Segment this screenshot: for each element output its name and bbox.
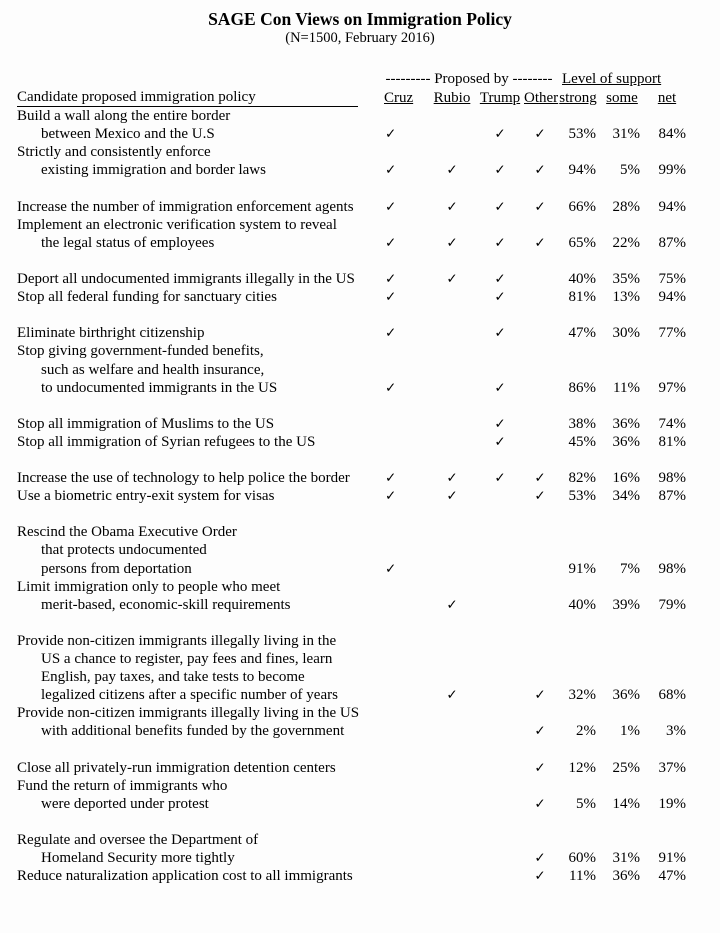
policy-line: Increase the number of immigration enforcement agents (17, 198, 354, 215)
support-strong: 81% (568, 289, 596, 306)
policy-row (17, 831, 720, 867)
policy-row (17, 216, 720, 252)
group-separator (17, 740, 720, 758)
checkmark-icon: ✓ (446, 198, 458, 215)
check-cell-trump (476, 379, 524, 397)
support-strong: 2% (576, 723, 596, 740)
check-cell-other (524, 161, 556, 179)
checkmark-icon: ✓ (534, 759, 546, 776)
policy-row (17, 523, 720, 577)
policy-line: Limit immigration only to people who meet (17, 578, 281, 595)
policy-line: Deport all undocumented immigrants illegally in the US (17, 271, 355, 288)
support-net: 87% (658, 488, 686, 505)
policy-line: Stop all immigration of Muslims to the US (17, 415, 275, 432)
checkmark-icon: ✓ (385, 162, 397, 179)
support-strong: 47% (568, 325, 596, 342)
policy-text (17, 288, 382, 306)
policy-line: existing immigration and border laws (41, 162, 266, 179)
checkmark-icon: ✓ (385, 560, 397, 577)
support-strong: 38% (568, 415, 596, 432)
checkmark-icon: ✓ (446, 596, 458, 613)
column-header-rubio: Rubio (433, 90, 471, 107)
policy-line: Stop all immigration of Syrian refugees to the US (17, 433, 316, 450)
check-cell-other (524, 234, 556, 252)
policy-line: between Mexico and the U.S (41, 126, 215, 143)
policy-text (17, 867, 382, 885)
policy-text (17, 632, 382, 704)
policy-row (17, 415, 720, 433)
policy-text (17, 831, 382, 867)
group-separator (17, 813, 720, 831)
group-separator (17, 180, 720, 198)
support-some: 31% (612, 126, 640, 143)
group-separator (17, 252, 720, 270)
checkmark-icon: ✓ (385, 488, 397, 505)
column-header-trump: Trump (479, 90, 521, 107)
policy-line: Provide non-citizen immigrants illegally living in the US (17, 705, 360, 722)
support-some: 25% (612, 759, 640, 776)
support-some: 28% (612, 198, 640, 215)
policy-text (17, 469, 382, 487)
page-title: SAGE Con Views on Immigration Policy (208, 9, 512, 29)
policy-text (17, 270, 382, 288)
policy-line: to undocumented immigrants in the US (41, 379, 278, 396)
proposed-by-header: --------- Proposed by -------- (385, 71, 553, 87)
policy-line: such as welfare and health insurance, (41, 361, 265, 378)
policy-line: merit-based, economic-skill requirements (41, 596, 291, 613)
policy-text (17, 523, 382, 577)
policy-line: Reduce naturalization application cost to all immigrants (17, 868, 353, 885)
policy-row (17, 342, 720, 396)
check-cell-other (524, 722, 556, 740)
checkmark-icon: ✓ (494, 126, 506, 143)
checkmark-icon: ✓ (385, 470, 397, 487)
support-strong: 11% (569, 868, 596, 885)
checkmark-icon: ✓ (385, 325, 397, 342)
support-strong: 32% (568, 687, 596, 704)
policy-text (17, 578, 382, 614)
check-cell-cruz (382, 469, 428, 487)
checkmark-icon: ✓ (446, 162, 458, 179)
check-cell-cruz (382, 161, 428, 179)
check-cell-rubio (428, 161, 476, 179)
support-strong: 53% (568, 126, 596, 143)
support-some: 36% (612, 415, 640, 432)
checkmark-icon: ✓ (494, 379, 506, 396)
group-separator (17, 306, 720, 324)
checkmark-icon: ✓ (494, 289, 506, 306)
column-header-other: Other (524, 90, 559, 107)
checkmark-icon: ✓ (494, 162, 506, 179)
check-cell-cruz (382, 324, 428, 342)
checkmark-icon: ✓ (446, 271, 458, 288)
check-cell-cruz (382, 125, 428, 143)
support-net: 98% (658, 560, 686, 577)
support-strong: 60% (568, 850, 596, 867)
support-net: 91% (658, 850, 686, 867)
policy-line: the legal status of employees (41, 234, 215, 251)
column-header-some: some (606, 90, 638, 107)
column-header-net: net (657, 90, 677, 107)
check-cell-trump (476, 433, 524, 451)
policy-text (17, 777, 382, 813)
policy-line: Use a biometric entry-exit system for visas (17, 488, 275, 505)
policy-line: English, pay taxes, and take tests to become (41, 669, 305, 686)
check-cell-other (524, 469, 556, 487)
support-net: 3% (666, 723, 686, 740)
policy-text (17, 198, 382, 216)
policy-line: with additional benefits funded by the government (41, 723, 345, 740)
check-cell-cruz (382, 270, 428, 288)
policy-row (17, 469, 720, 487)
check-cell-cruz (382, 487, 428, 505)
check-cell-trump (476, 324, 524, 342)
support-some: 16% (612, 470, 640, 487)
checkmark-icon: ✓ (534, 470, 546, 487)
checkmark-icon: ✓ (494, 234, 506, 251)
support-some: 30% (612, 325, 640, 342)
policy-row (17, 777, 720, 813)
support-some: 11% (613, 379, 640, 396)
check-cell-rubio (428, 469, 476, 487)
policy-text (17, 216, 382, 252)
check-cell-trump (476, 125, 524, 143)
support-some: 31% (612, 850, 640, 867)
check-cell-other (524, 867, 556, 885)
support-net: 84% (658, 126, 686, 143)
policy-row (17, 704, 720, 740)
support-strong: 5% (576, 795, 596, 812)
checkmark-icon: ✓ (385, 198, 397, 215)
table-column-header-row (17, 88, 720, 107)
check-cell-cruz (382, 198, 428, 216)
policy-row (17, 487, 720, 505)
check-cell-trump (476, 198, 524, 216)
support-some: 1% (620, 723, 640, 740)
check-cell-cruz (382, 288, 428, 306)
policy-line: Strictly and consistently enforce (17, 144, 211, 161)
support-net: 37% (658, 759, 686, 776)
policy-line: Build a wall along the entire border (17, 108, 231, 125)
checkmark-icon: ✓ (534, 687, 546, 704)
check-cell-trump (476, 161, 524, 179)
checkmark-icon: ✓ (446, 234, 458, 251)
table-body (17, 107, 720, 885)
support-net: 68% (658, 687, 686, 704)
check-cell-rubio (428, 596, 476, 614)
check-cell-trump (476, 469, 524, 487)
policy-column-header-cell (17, 88, 382, 107)
policy-text (17, 704, 382, 740)
table-header-group-row (17, 70, 720, 88)
check-cell-rubio (428, 234, 476, 252)
support-net: 47% (658, 868, 686, 885)
support-some: 36% (612, 868, 640, 885)
check-cell-other (524, 686, 556, 704)
support-net: 74% (658, 415, 686, 432)
checkmark-icon: ✓ (446, 488, 458, 505)
checkmark-icon: ✓ (494, 415, 506, 432)
support-net: 75% (658, 271, 686, 288)
policy-line: Provide non-citizen immigrants illegally living in the (17, 632, 337, 649)
support-some: 22% (612, 234, 640, 251)
support-net: 99% (658, 162, 686, 179)
policy-line: legalized citizens after a specific number of years (41, 687, 338, 704)
policy-text (17, 759, 382, 777)
policy-line: Regulate and oversee the Department of (17, 831, 259, 848)
checkmark-icon: ✓ (534, 234, 546, 251)
support-net: 19% (658, 795, 686, 812)
support-strong: 91% (568, 560, 596, 577)
check-cell-cruz (382, 560, 428, 578)
checkmark-icon: ✓ (534, 488, 546, 505)
policy-row (17, 759, 720, 777)
policy-text (17, 107, 382, 143)
policy-text (17, 487, 382, 505)
support-strong: 65% (568, 234, 596, 251)
checkmark-icon: ✓ (385, 234, 397, 251)
policy-line: Close all privately-run immigration detention centers (17, 759, 336, 776)
checkmark-icon: ✓ (385, 379, 397, 396)
policy-line: that protects undocumented (41, 542, 207, 559)
check-cell-cruz (382, 379, 428, 397)
checkmark-icon: ✓ (534, 162, 546, 179)
check-cell-other (524, 198, 556, 216)
support-strong: 40% (568, 596, 596, 613)
policy-row (17, 143, 720, 179)
policy-row (17, 867, 720, 885)
policy-line: Eliminate birthright citizenship (17, 325, 205, 342)
support-strong: 94% (568, 162, 596, 179)
support-net: 98% (658, 470, 686, 487)
check-cell-rubio (428, 487, 476, 505)
checkmark-icon: ✓ (534, 850, 546, 867)
policy-row (17, 578, 720, 614)
support-some: 14% (612, 795, 640, 812)
checkmark-icon: ✓ (534, 868, 546, 885)
policy-row (17, 288, 720, 306)
checkmark-icon: ✓ (534, 723, 546, 740)
policy-line: Rescind the Obama Executive Order (17, 524, 237, 541)
column-header-strong: strong (559, 90, 597, 107)
check-cell-rubio (428, 686, 476, 704)
support-some: 34% (612, 488, 640, 505)
check-cell-other (524, 125, 556, 143)
check-cell-trump (476, 270, 524, 288)
support-some: 7% (620, 560, 640, 577)
checkmark-icon: ✓ (534, 198, 546, 215)
policy-line: Stop all federal funding for sanctuary cities (17, 289, 277, 306)
policy-line: Stop giving government-funded benefits, (17, 343, 264, 360)
support-net: 81% (658, 433, 686, 450)
policy-line: Increase the use of technology to help police the border (17, 470, 350, 487)
group-separator (17, 451, 720, 469)
group-separator (17, 505, 720, 523)
policy-text (17, 324, 382, 342)
support-net: 79% (658, 596, 686, 613)
support-some: 39% (612, 596, 640, 613)
check-cell-other (524, 849, 556, 867)
check-cell-trump (476, 234, 524, 252)
group-separator (17, 614, 720, 632)
check-cell-other (524, 487, 556, 505)
checkmark-icon: ✓ (494, 433, 506, 450)
support-strong: 12% (568, 759, 596, 776)
support-some: 13% (612, 289, 640, 306)
checkmark-icon: ✓ (494, 325, 506, 342)
support-strong: 45% (568, 433, 596, 450)
check-cell-cruz (382, 234, 428, 252)
policy-line: Implement an electronic verification system to reveal (17, 216, 337, 233)
check-cell-other (524, 795, 556, 813)
support-strong: 53% (568, 488, 596, 505)
column-header-cruz: Cruz (384, 90, 414, 107)
support-net: 94% (658, 289, 686, 306)
policy-text (17, 143, 382, 179)
policy-line: persons from deportation (41, 560, 192, 577)
check-cell-other (524, 759, 556, 777)
support-net: 87% (658, 234, 686, 251)
support-net: 97% (658, 379, 686, 396)
support-some: 35% (612, 271, 640, 288)
policy-row (17, 270, 720, 288)
policy-line: Homeland Security more tightly (41, 850, 235, 867)
policy-column-header: Candidate proposed immigration policy (17, 88, 358, 107)
group-separator (17, 397, 720, 415)
policy-row (17, 107, 720, 143)
policy-line: Fund the return of immigrants who (17, 777, 228, 794)
policy-line: were deported under protest (41, 795, 209, 812)
policy-row (17, 433, 720, 451)
checkmark-icon: ✓ (494, 470, 506, 487)
support-some: 5% (620, 162, 640, 179)
page-subtitle: (N=1500, February 2016) (285, 30, 435, 46)
checkmark-icon: ✓ (494, 198, 506, 215)
policy-line: US a chance to register, pay fees and fines, learn (41, 651, 333, 667)
check-cell-rubio (428, 198, 476, 216)
checkmark-icon: ✓ (494, 271, 506, 288)
support-net: 77% (658, 325, 686, 342)
support-net: 94% (658, 198, 686, 215)
checkmark-icon: ✓ (385, 126, 397, 143)
check-cell-rubio (428, 270, 476, 288)
policy-text (17, 415, 382, 433)
level-of-support-header: Level of support (562, 71, 662, 87)
policy-text (17, 342, 382, 396)
checkmark-icon: ✓ (534, 126, 546, 143)
checkmark-icon: ✓ (385, 289, 397, 306)
checkmark-icon: ✓ (385, 271, 397, 288)
support-strong: 40% (568, 271, 596, 288)
policy-row (17, 198, 720, 216)
support-some: 36% (612, 433, 640, 450)
checkmark-icon: ✓ (446, 470, 458, 487)
policy-row (17, 632, 720, 704)
checkmark-icon: ✓ (534, 795, 546, 812)
support-strong: 66% (568, 198, 596, 215)
support-some: 36% (612, 687, 640, 704)
checkmark-icon: ✓ (446, 687, 458, 704)
policy-table (0, 70, 720, 885)
support-strong: 82% (568, 470, 596, 487)
policy-row (17, 324, 720, 342)
check-cell-trump (476, 415, 524, 433)
check-cell-trump (476, 288, 524, 306)
policy-text (17, 433, 382, 451)
support-strong: 86% (568, 379, 596, 396)
